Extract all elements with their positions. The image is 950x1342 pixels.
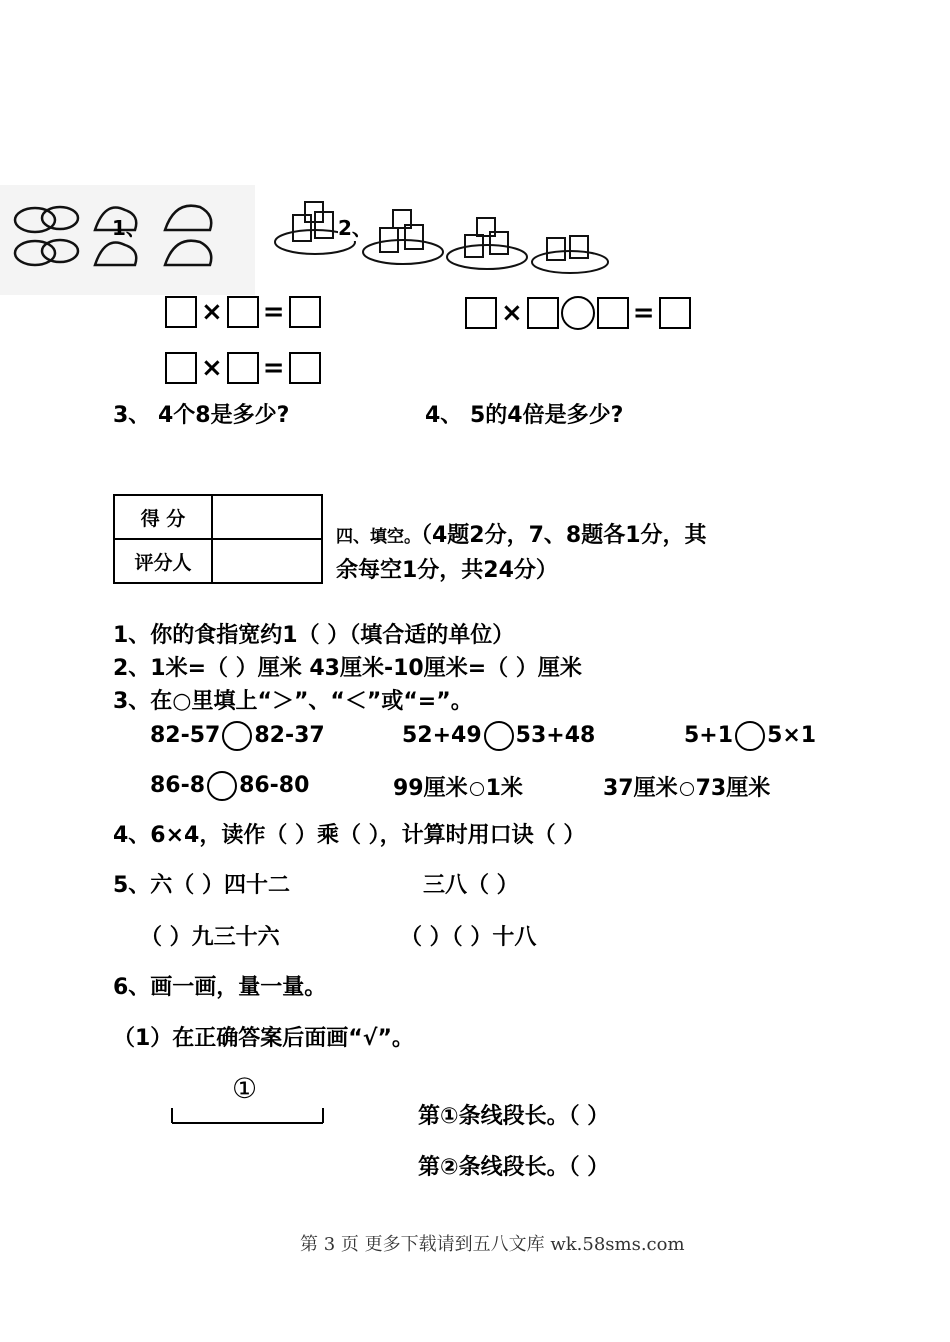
compare-row-4: 86-8 86-80 bbox=[150, 771, 309, 801]
cups-illustration bbox=[265, 190, 620, 280]
illustration-label-1: 1、 bbox=[112, 216, 146, 240]
item-5b: 三八（ ） bbox=[423, 873, 519, 898]
compare-row-6: 37厘米 73厘米 bbox=[603, 776, 771, 801]
compare-circle[interactable] bbox=[207, 771, 237, 801]
answer-box[interactable] bbox=[165, 352, 197, 384]
question-4: 4、 5的4倍是多少? bbox=[425, 403, 624, 428]
compare-circle[interactable] bbox=[735, 721, 765, 751]
score-table bbox=[113, 494, 323, 584]
compare-circle[interactable] bbox=[470, 782, 484, 796]
item-6-1: （1）在正确答案后面画“√”。 bbox=[113, 1026, 414, 1051]
line-segment-1 bbox=[168, 1106, 328, 1126]
compare-circle[interactable] bbox=[222, 721, 252, 751]
item-3: 3、在○里填上“＞”、“＜”或“=”。 bbox=[113, 689, 473, 714]
item-1: 1、你的食指宽约1（ ）（填合适的单位） bbox=[113, 623, 515, 648]
section-title-small: 四、填空。 bbox=[336, 527, 421, 547]
compare-row-3: 5+1 5×1 bbox=[684, 721, 816, 751]
item-6: 6、画一画，量一量。 bbox=[113, 975, 327, 1000]
answer-box[interactable] bbox=[597, 297, 629, 329]
score-field[interactable] bbox=[212, 495, 322, 539]
compare-row-2: 52+49 53+48 bbox=[402, 721, 595, 751]
item-5d: （ ）（ ）十八 bbox=[400, 925, 537, 950]
grader-label: 评分人 bbox=[114, 539, 212, 583]
answer-box[interactable] bbox=[227, 352, 259, 384]
page-footer: 第 3 页 更多下载请到五八文库 wk.58sms.com bbox=[300, 1234, 685, 1255]
section-title bbox=[336, 518, 707, 549]
equation-row-1-left: × = bbox=[165, 296, 321, 328]
segment-answer-2: 第②条线段长。（ ） bbox=[418, 1155, 610, 1180]
cups-on-plates-icon bbox=[265, 190, 620, 280]
equation-row-2-left: × = bbox=[165, 352, 321, 384]
grader-field[interactable] bbox=[212, 539, 322, 583]
answer-box[interactable] bbox=[527, 297, 559, 329]
compare-circle[interactable] bbox=[680, 782, 694, 796]
compare-circle[interactable] bbox=[484, 721, 514, 751]
answer-box[interactable] bbox=[659, 297, 691, 329]
answer-box[interactable] bbox=[289, 296, 321, 328]
answer-box[interactable] bbox=[289, 352, 321, 384]
equation-row-1-right: × = bbox=[465, 296, 691, 330]
score-label: 得 分 bbox=[114, 495, 212, 539]
answer-box[interactable] bbox=[165, 296, 197, 328]
compare-row-5: 99厘米 1米 bbox=[393, 776, 523, 801]
answer-box[interactable] bbox=[227, 296, 259, 328]
illustration-label-2: 2、 bbox=[338, 212, 372, 241]
item-5a: 5、六（ ）四十二 bbox=[113, 873, 290, 898]
section-title-rest: （4题2分，7、8题各1分，其 bbox=[421, 523, 707, 548]
segment-answer-1: 第①条线段长。（ ） bbox=[418, 1104, 610, 1129]
item-5c: （ ）九三十六 bbox=[140, 925, 280, 950]
section-title-line2: 余每空1分，共24分） bbox=[336, 558, 558, 583]
item-2: 2、1米=（ ）厘米 43厘米-10厘米=（ ）厘米 bbox=[113, 656, 582, 681]
compare-circle[interactable] bbox=[561, 296, 595, 330]
compare-row-1: 82-57 82-37 bbox=[150, 721, 325, 751]
item-4: 4、6×4，读作（ ）乘（ ），计算时用口诀（ ） bbox=[113, 823, 586, 848]
question-3: 3、 4个8是多少? bbox=[113, 403, 290, 428]
answer-box[interactable] bbox=[465, 297, 497, 329]
segment-label: ① bbox=[232, 1072, 258, 1105]
